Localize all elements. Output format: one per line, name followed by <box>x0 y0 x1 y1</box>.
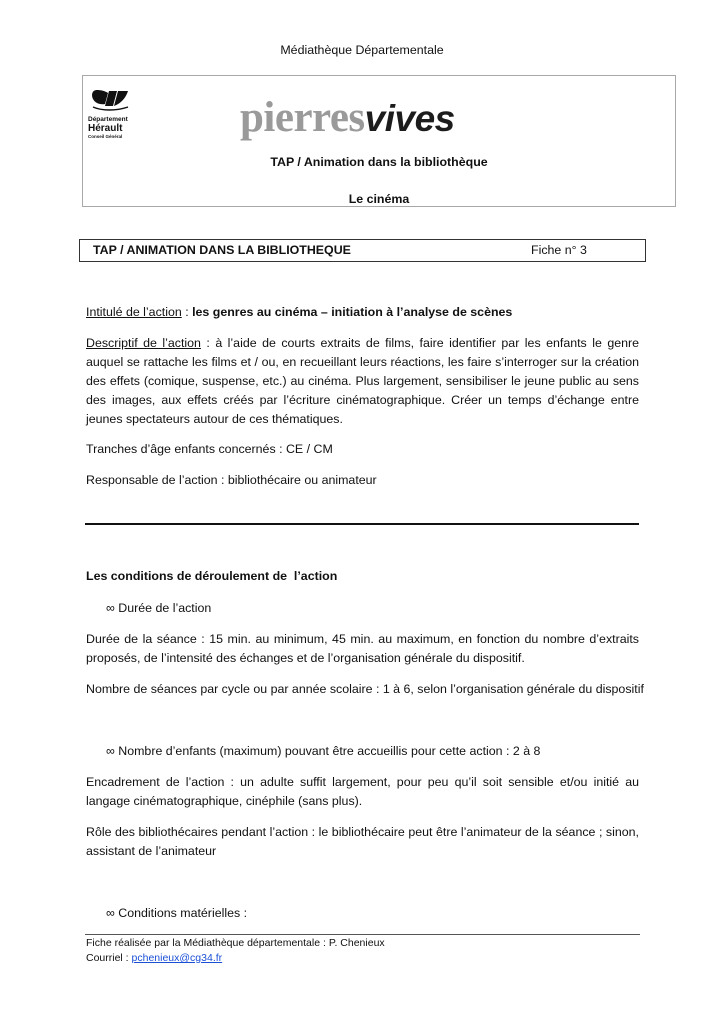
nombre-seances: Nombre de séances par cycle ou par année scolaire : 1 à 6, selon l’organisation générale du dispositif <box>86 682 644 696</box>
duree-paragraph: Durée de la séance : 15 min. au minimum, 45 min. au maximum, en fonction du nombre d’extraits proposés, de l’intensité des échanges et de l’organisation générale du dispositif. <box>86 632 639 665</box>
header-topic: Le cinéma <box>348 192 410 206</box>
responsable: Responsable de l’action : bibliothécaire ou animateur <box>86 473 377 487</box>
footer-divider <box>85 934 640 935</box>
bullet-duree: ∞ Durée de l’action <box>106 601 212 615</box>
fiche-number: Fiche n° 3 <box>531 243 587 257</box>
footer-email-line: Courriel : pchenieux@cg34.fr <box>86 952 223 964</box>
encadrement-paragraph: Encadrement de l’action : un adulte suffit largement, pour peu qu’il soit sensible et/ou initié au langage cinématographique, cinéphile (sans plus). <box>86 775 639 808</box>
header-subtitle: TAP / Animation dans la bibliothèque <box>270 155 488 169</box>
tranches-age: Tranches d’âge enfants concernés : CE / CM <box>86 442 333 456</box>
email-link[interactable]: pchenieux@cg34.fr <box>131 952 223 964</box>
descriptif-paragraph: Descriptif de l’action : à l’aide de courts extraits de films, faire identifier par les enfants le genre auquel se rattache les films et / ou, en recueillant leurs réactions, les faire s’interroger sur la création des effets (comique, suspense, etc.) au cinéma. Plus largement, sensibiliser le jeune public au sens des images, aux effets créés par l’écriture cinématographique. Créer un temps d’échange entre jeunes spectateurs autour de ces thématiques. <box>86 336 640 426</box>
footer-credit: Fiche réalisée par la Médiathèque départementale : P. Chenieux <box>86 937 385 949</box>
bullet-nombre-enfants: ∞ Nombre d’enfants (maximum) pouvant être accueillis pour cette action : 2 à 8 <box>106 744 541 758</box>
brand-wordmark: pierresvives <box>240 94 455 141</box>
role-paragraph: Rôle des bibliothécaires pendant l’action : le bibliothécaire peut être l’animateur de la séance ; sinon, assistant de l’animateur <box>86 825 639 858</box>
page-header-title: Médiathèque Départementale <box>280 43 444 57</box>
fiche-bar-title: TAP / ANIMATION DANS LA BIBLIOTHEQUE <box>93 243 351 257</box>
section-divider <box>85 523 639 525</box>
bullet-conditions-materielles: ∞ Conditions matérielles : <box>106 906 248 920</box>
logo-text: Département Hérault Conseil Général <box>88 116 128 139</box>
conditions-heading: Les conditions de déroulement de l’action <box>86 569 338 583</box>
intitule-line: Intitulé de l’action : les genres au cinéma – initiation à l’analyse de scènes <box>86 305 513 319</box>
